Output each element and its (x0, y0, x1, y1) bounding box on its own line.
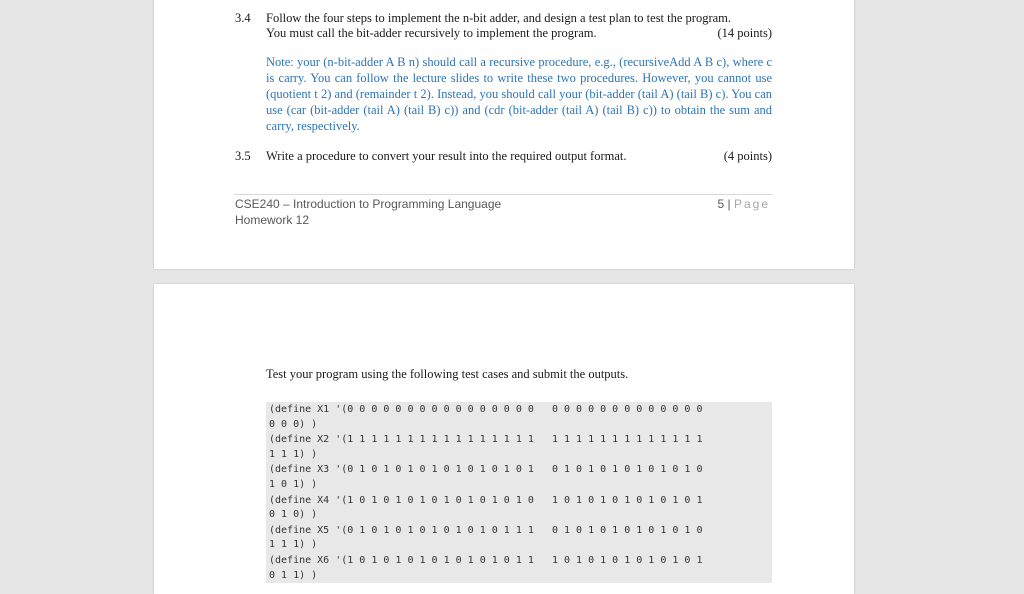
question-3-5-points: (4 points) (723, 149, 772, 163)
code-line: (define X6 '(1 0 1 0 1 0 1 0 1 0 1 0 1 0 1 1 1 0 1 0 1 0 1 0 1 0 1 0 1 (269, 554, 703, 566)
code-line: 1 0 1) ) (269, 478, 318, 490)
footer-assignment: Homework 12 (235, 213, 310, 227)
document-page-6 (154, 284, 854, 594)
code-line: 0 1 0) ) (269, 509, 318, 521)
code-define-x5 (266, 523, 772, 553)
code-define-x1 (266, 402, 772, 432)
question-3-5-text: Write a procedure to convert your result into the required output format. (266, 149, 627, 163)
code-line: (define X2 '(1 1 1 1 1 1 1 1 1 1 1 1 1 1 1 1 1 1 1 1 1 1 1 1 1 1 1 1 1 (269, 434, 703, 446)
footer-separator: | (727, 197, 731, 211)
question-number-3-4: 3.4 (235, 11, 251, 25)
code-line: (define X5 '(0 1 0 1 0 1 0 1 0 1 0 1 0 1 1 1 0 1 0 1 0 1 0 1 0 1 0 1 0 (269, 524, 703, 536)
question-3-4-points: (14 points) (717, 26, 772, 40)
code-line: 1 1 1) ) (269, 448, 318, 460)
document-page-5 (154, 0, 854, 269)
footer-course-title: CSE240 – Introduction to Programming Language (235, 197, 502, 211)
footer-page-number: 5 (717, 197, 725, 211)
code-define-x3 (266, 462, 772, 492)
test-instructions: Test your program using the following test cases and submit the outputs. (266, 367, 629, 381)
code-line: (define X1 '(0 0 0 0 0 0 0 0 0 0 0 0 0 0 0 0 0 0 0 0 0 0 0 0 0 0 0 0 0 (269, 404, 703, 415)
code-define-x4 (266, 493, 772, 523)
code-block (266, 402, 772, 583)
question-3-4-note: Note: your (n-bit-adder A B n) should call a recursive procedure, e.g., (recursiveAdd A B c), where c is carry. You can follow the lecture slides to write these two procedures. However, you cannot use (quotient t 2) and (remainder t 2). Instead, you should call your (bit-adder (tail A) (tail B) c). You can use (car (bit-adder (tail A) (tail B) c)) and (cdr (bit-adder (tail A) (tail B) c)) to obtain the sum and carry, respectively. (266, 55, 772, 133)
footer-divider (234, 194, 772, 195)
code-line: 1 1 1) ) (269, 539, 318, 551)
footer-page-label: Page (733, 197, 770, 211)
code-line: (define X4 '(1 0 1 0 1 0 1 0 1 0 1 0 1 0 1 0 1 0 1 0 1 0 1 0 1 0 1 0 1 (269, 494, 703, 506)
page-footer-left (235, 196, 501, 228)
question-3-4-text-line1: Follow the four steps to implement the n-bit adder, and design a test plan to test the program. (266, 11, 732, 25)
question-number-3-5: 3.5 (235, 149, 251, 163)
code-line: (define X3 '(0 1 0 1 0 1 0 1 0 1 0 1 0 1 0 1 0 1 0 1 0 1 0 1 0 1 0 1 0 (269, 464, 703, 476)
code-define-x2 (266, 432, 772, 462)
code-line: 0 0 0) ) (269, 418, 318, 430)
code-line: 0 1 1) ) (269, 569, 318, 581)
question-3-4-text-line2: You must call the bit-adder recursively to implement the program. (266, 26, 597, 40)
page-footer-right (717, 196, 770, 212)
code-define-x6 (266, 553, 772, 583)
